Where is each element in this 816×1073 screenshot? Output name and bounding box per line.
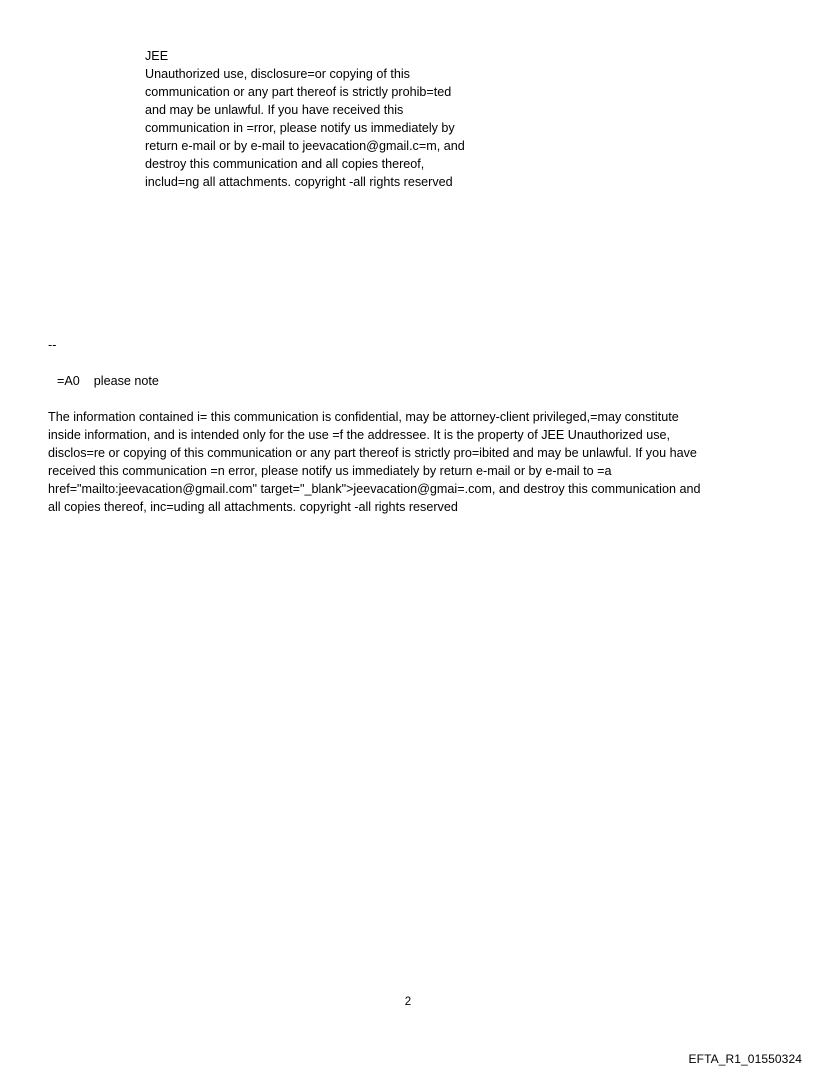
quoted-disclaimer-line: includ=ng all attachments. copyright -all rights reserved [145, 175, 453, 189]
page-number: 2 [404, 996, 412, 1008]
note-prefix: =A0 [57, 374, 80, 388]
main-disclaimer-line: inside information, and is intended only for the use =f the addressee. It is the property of JEE Unauthorized use, [48, 428, 671, 442]
main-disclaimer-line: all copies thereof, inc=uding all attachments. copyright -all rights reserved [48, 500, 458, 514]
note-text: please note [93, 374, 159, 388]
quoted-disclaimer-line: JEE [145, 49, 169, 63]
main-disclaimer [48, 408, 778, 516]
main-disclaimer-line: The information contained i= this communication is confidential, may be attorney-client privileged,=may constitute [48, 410, 679, 424]
quoted-disclaimer-line: Unauthorized use, disclosure=or copying of this [145, 67, 410, 81]
quoted-disclaimer-line: communication in =rror, please notify us immediately by [145, 121, 455, 135]
note-line [57, 372, 159, 390]
main-disclaimer-line: disclos=re or copying of this communication or any part thereof is strictly pro=ibited and may be unlawful. If you have [48, 446, 697, 460]
quoted-disclaimer-line: and may be unlawful. If you have received this [145, 103, 404, 117]
quoted-disclaimer-line: destroy this communication and all copies thereof, [145, 157, 425, 171]
quoted-disclaimer-line: return e-mail or by e-mail to jeevacation@gmail.c=m, and [145, 139, 465, 153]
signature-separator: -- [48, 338, 57, 352]
main-disclaimer-line: received this communication =n error, please notify us immediately by return e-mail or by e-mail to =a [48, 464, 612, 478]
quoted-disclaimer [145, 47, 505, 191]
main-disclaimer-line: href="mailto:jeevacation@gmail.com" target="_blank">jeevacation@gmai=.com, and destroy this communication and [48, 482, 701, 496]
document-id: EFTA_R1_01550324 [688, 1052, 802, 1066]
quoted-disclaimer-line: communication or any part thereof is strictly prohib=ted [145, 85, 452, 99]
